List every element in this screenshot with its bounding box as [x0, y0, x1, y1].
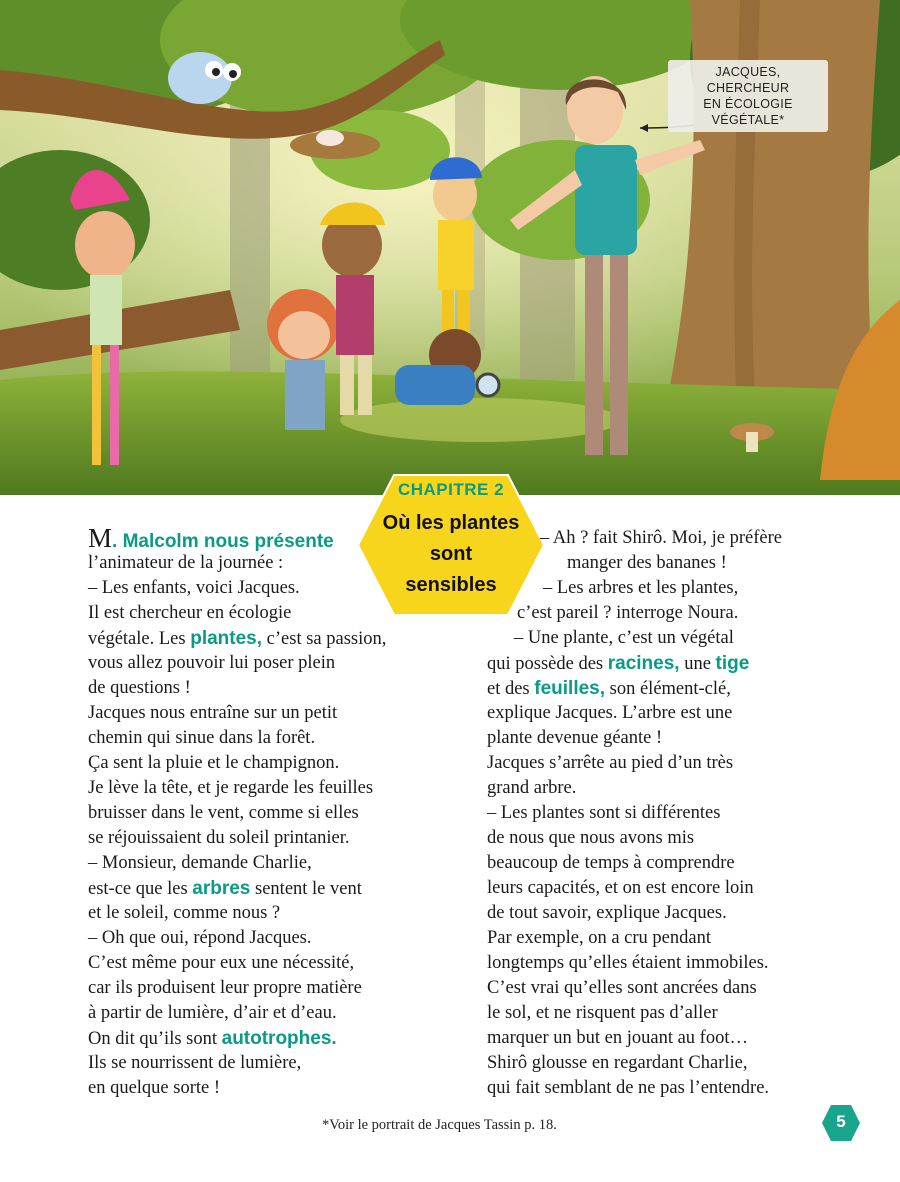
footnote: *Voir le portrait de Jacques Tassin p. 18.	[322, 1117, 557, 1133]
keyword: racines,	[607, 653, 680, 674]
text-line: de nous que nous avons mis	[487, 828, 695, 848]
text-line: Ça sent la pluie et le champignon.	[88, 753, 340, 773]
text-line: leurs capacités, et on est encore loin	[487, 878, 754, 898]
keyword: arbres	[192, 878, 251, 899]
text-line: bruisser dans le vent, comme si elles	[88, 803, 359, 823]
chapter-label: CHAPITRE 2	[397, 480, 505, 499]
text-line: longtemps qu’elles étaient immobiles.	[487, 953, 769, 973]
text-segment: et des	[487, 679, 535, 699]
text-segment: On dit qu’ils sont	[88, 1029, 222, 1049]
text-segment: qui possède des	[487, 654, 608, 674]
text-line: marquer un but en jouant au foot…	[487, 1028, 748, 1048]
text-line: – Les enfants, voici Jacques.	[88, 578, 300, 598]
chapter-title-line: sont	[429, 543, 473, 565]
text-line	[88, 523, 386, 553]
text-line: chemin qui sinue dans la forêt.	[88, 728, 316, 748]
text-line: Shirô glousse en regardant Charlie,	[487, 1053, 748, 1073]
text-line: c’est pareil ? interroge Noura.	[517, 603, 739, 623]
text-line: beaucoup de temps à comprendre	[487, 853, 735, 873]
text-line: Il est chercheur en écologie	[88, 603, 292, 623]
chapter-title-line: Où les plantes	[382, 512, 520, 534]
text-line: car ils produisent leur propre matière	[88, 978, 362, 998]
text-line: – Les plantes sont si différentes	[487, 803, 721, 823]
text-line	[487, 651, 782, 676]
text-line: – Les arbres et les plantes,	[543, 578, 739, 598]
text-line: de tout savoir, explique Jacques.	[487, 903, 727, 923]
text-line	[88, 1026, 386, 1051]
text-segment: c’est sa passion,	[262, 629, 387, 649]
text-segment: son élément-clé,	[605, 679, 731, 699]
page-number: 5	[836, 1112, 846, 1131]
text-line: qui fait semblant de ne pas l’entendre.	[487, 1078, 770, 1098]
text-line: et le soleil, comme nous ?	[88, 903, 281, 923]
text-line: de questions !	[88, 678, 191, 698]
text-line: C’est même pour eux une nécessité,	[88, 953, 355, 973]
text-line: Jacques nous entraîne sur un petit	[88, 703, 338, 723]
drop-cap: M	[88, 523, 113, 553]
page-number-badge	[821, 1104, 861, 1142]
text-line	[88, 876, 386, 901]
text-segment: sentent le vent	[250, 879, 362, 899]
text-line	[88, 626, 386, 651]
text-line: Par exemple, on a cru pendant	[487, 928, 711, 948]
text-line: explique Jacques. L’arbre est une	[487, 703, 733, 723]
text-segment: végétale. Les	[88, 629, 191, 649]
keyword: feuilles,	[534, 678, 606, 699]
text-line: en quelque sorte !	[88, 1078, 221, 1098]
text-line: plante devenue géante !	[487, 728, 663, 748]
text-line: – Ah ? fait Shirô. Moi, je préfère	[540, 528, 782, 548]
text-segment: une	[679, 654, 716, 674]
text-line: le sol, et ne risquent pas d’aller	[487, 1003, 718, 1023]
text-line: vous allez pouvoir lui poser plein	[88, 653, 336, 673]
text-line: Ils se nourrissent de lumière,	[88, 1053, 302, 1073]
caption-line-1: JACQUES, CHERCHEUR	[706, 65, 790, 95]
text-line: manger des bananes !	[567, 553, 727, 573]
text-line: à partir de lumière, d’air et d’eau.	[88, 1003, 337, 1023]
keyword: . Malcolm nous présente	[112, 531, 334, 552]
caption-line-2: EN ÉCOLOGIE VÉGÉTALE*	[703, 97, 793, 127]
text-line: Je lève la tête, et je regarde les feuilles	[88, 778, 374, 798]
keyword: tige	[715, 653, 750, 674]
forest-illustration	[0, 0, 900, 495]
text-line: l’animateur de la journée :	[88, 553, 284, 573]
keyword: autotrophes.	[221, 1028, 337, 1049]
text-line: grand arbre.	[487, 778, 577, 798]
text-line: se réjouissaient du soleil printanier.	[88, 828, 350, 848]
left-text-column	[88, 523, 387, 1101]
text-segment: est-ce que les	[88, 879, 193, 899]
character-caption	[668, 60, 828, 132]
text-line: – Une plante, c’est un végétal	[514, 628, 734, 648]
right-text-column	[487, 526, 782, 1101]
text-line: – Monsieur, demande Charlie,	[88, 853, 312, 873]
chapter-title-line: sensibles	[405, 574, 497, 596]
text-line	[487, 676, 782, 701]
text-line: C’est vrai qu’elles sont ancrées dans	[487, 978, 757, 998]
keyword: plantes,	[190, 628, 263, 649]
text-line: Jacques s’arrête au pied d’un très	[487, 753, 734, 773]
text-line: – Oh que oui, répond Jacques.	[88, 928, 312, 948]
